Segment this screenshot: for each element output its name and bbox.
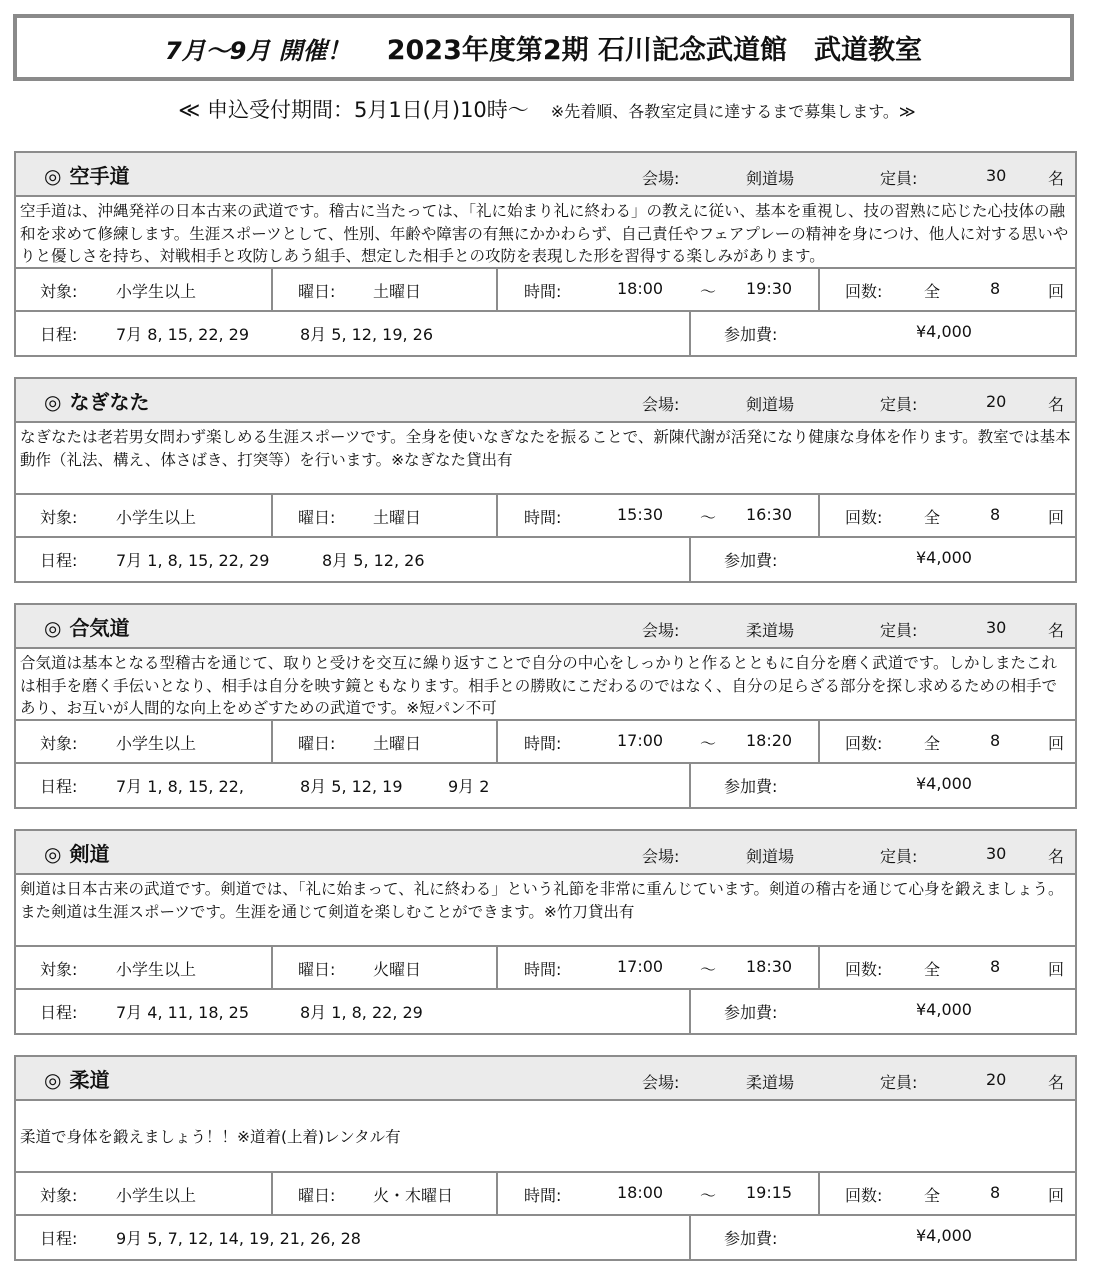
class-description-text: 空手道は、沖縄発祥の日本古来の武道です。稽古に当たっては、「礼に始まり礼に終わる」の教えに従い、基本を重視し、技の習熟に応じた心技体の融和を求めて修練します。生涯スポーツとして、性別、年齢や障害の有無にかかわらず、自己責任やフェアプレーの精神を身につけ、他人に対する思いやりと優しさを持ち、対戦相手と攻防しあう組手、想定した相手との攻防を表現した形を習得する楽しみがあります。: [20, 202, 1069, 265]
class-name: [44, 612, 129, 641]
schedule-value-1: 7月 1, 8, 15, 22,: [116, 777, 244, 796]
class-description-text: 剣道は日本古来の武道です。剣道では、「礼に始まって、礼に終わる」という礼節を非常に重んじています。剣道の稽古を通じて心身を鍛えましょう。また剣道は生涯スポーツです。生涯を通じて剣道を楽しむことができます。※竹刀貸出有: [20, 880, 1064, 921]
time-start: 17:00: [617, 957, 664, 976]
capacity-label: 定員:: [880, 1073, 918, 1092]
weekday-value: 火・木曜日: [373, 1186, 454, 1205]
schedule-value-2: 8月 5, 12, 19, 26: [300, 325, 434, 344]
schedule-value-2: 8月 1, 8, 22, 29: [300, 1003, 423, 1022]
divider: [271, 495, 273, 536]
class-name: [44, 838, 109, 867]
class-section: [14, 603, 1077, 809]
class-name-text: なぎなた: [69, 390, 150, 414]
title-main: 2023年度第2期 石川記念武道館 武道教室: [386, 35, 923, 66]
capacity-value: 30: [986, 166, 1007, 185]
title-period: 7月～9月 開催！: [164, 37, 351, 65]
venue-value: 剣道場: [746, 169, 795, 188]
venue-value: 柔道場: [746, 621, 795, 640]
capacity-value: 20: [986, 392, 1007, 411]
time-separator: ～: [700, 282, 717, 301]
class-info-row: [16, 495, 1075, 538]
time-start: 17:00: [617, 731, 664, 750]
time-end: 18:20: [746, 731, 793, 750]
class-name-text: 空手道: [69, 164, 130, 188]
weekday-label: 曜日:: [298, 508, 336, 527]
class-name: [44, 386, 149, 415]
divider: [689, 312, 691, 355]
time-end: 19:30: [746, 279, 793, 298]
capacity-label: 定員:: [880, 395, 918, 414]
divider: [496, 269, 498, 310]
count-prefix: 全: [924, 734, 941, 753]
schedule-value-2: 8月 5, 12, 26: [322, 551, 425, 570]
count-label: 回数:: [845, 1186, 883, 1205]
time-start: 15:30: [617, 505, 664, 524]
venue-label: 会場:: [642, 621, 680, 640]
venue-value: 剣道場: [746, 395, 795, 414]
time-separator: ～: [700, 508, 717, 527]
count-unit: 回: [1048, 734, 1065, 753]
target-label: 対象:: [40, 1186, 78, 1205]
count-value: 8: [990, 731, 1001, 750]
time-separator: ～: [700, 734, 717, 753]
target-value: 小学生以上: [116, 1186, 197, 1205]
class-name-text: 合気道: [69, 616, 130, 640]
schedule-value-1: 7月 4, 11, 18, 25: [116, 1003, 250, 1022]
schedule-value-1: 9月 5, 7, 12, 14, 19, 21, 26, 28: [116, 1229, 361, 1248]
weekday-label: 曜日:: [298, 282, 336, 301]
class-info-row: [16, 947, 1075, 990]
venue-value: 剣道場: [746, 847, 795, 866]
count-label: 回数:: [845, 508, 883, 527]
venue-label: 会場:: [642, 1073, 680, 1092]
bullet-mark: ◎: [44, 164, 62, 188]
class-schedule-row: [16, 764, 1075, 807]
target-value: 小学生以上: [116, 508, 197, 527]
bullet-mark: ◎: [44, 1068, 62, 1092]
divider: [496, 947, 498, 988]
count-unit: 回: [1048, 960, 1065, 979]
divider: [271, 1173, 273, 1214]
application-note: ※先着順、各教室定員に達するまで募集します。≫: [550, 102, 916, 121]
fee-value: ¥4,000: [916, 1000, 972, 1019]
target-value: 小学生以上: [116, 282, 197, 301]
fee-label: 参加費:: [724, 777, 778, 796]
class-description-text: 合気道は基本となる型稽古を通じて、取りと受けを交互に繰り返すことで自分の中心をしっかりと作るとともに自分を磨く武道です。しかしまたこれは相手を磨く手伝いとなり、相手は自分を映す鏡ともなります。相手との勝敗にこだわるのではなく、自分の足らざる部分を探し求めるための相手であり、お互いが人間的な向上をめざすための武道です。※短パン不可: [20, 654, 1057, 717]
class-description-text: 柔道で身体を鍛えましょう！！※道着(上着)レンタル有: [20, 1128, 401, 1147]
schedule-value-2: 8月 5, 12, 19: [300, 777, 403, 796]
weekday-value: 土曜日: [373, 282, 422, 301]
divider: [689, 1216, 691, 1259]
title-box: [13, 14, 1074, 81]
target-label: 対象:: [40, 282, 78, 301]
fee-label: 参加費:: [724, 551, 778, 570]
capacity-label: 定員:: [880, 621, 918, 640]
time-start: 18:00: [617, 1183, 664, 1202]
time-end: 19:15: [746, 1183, 793, 1202]
class-info-row: [16, 721, 1075, 764]
fee-value: ¥4,000: [916, 1226, 972, 1245]
class-section: [14, 377, 1077, 583]
divider: [818, 269, 820, 310]
capacity-label: 定員:: [880, 847, 918, 866]
venue-label: 会場:: [642, 847, 680, 866]
time-label: 時間:: [524, 508, 562, 527]
count-value: 8: [990, 279, 1001, 298]
venue-label: 会場:: [642, 169, 680, 188]
class-header: [16, 1057, 1075, 1101]
divider: [689, 990, 691, 1033]
divider: [271, 947, 273, 988]
class-header: [16, 153, 1075, 197]
divider: [271, 721, 273, 762]
class-schedule-row: [16, 1216, 1075, 1259]
weekday-label: 曜日:: [298, 1186, 336, 1205]
divider: [496, 1173, 498, 1214]
capacity-value: 30: [986, 618, 1007, 637]
time-label: 時間:: [524, 960, 562, 979]
count-unit: 回: [1048, 508, 1065, 527]
capacity-unit: 名: [1048, 621, 1065, 640]
class-section: [14, 1055, 1077, 1261]
capacity-unit: 名: [1048, 1073, 1065, 1092]
venue-value: 柔道場: [746, 1073, 795, 1092]
weekday-label: 曜日:: [298, 734, 336, 753]
schedule-value-1: 7月 8, 15, 22, 29: [116, 325, 250, 344]
count-label: 回数:: [845, 960, 883, 979]
venue-label: 会場:: [642, 395, 680, 414]
capacity-label: 定員:: [880, 169, 918, 188]
time-separator: ～: [700, 1186, 717, 1205]
capacity-unit: 名: [1048, 169, 1065, 188]
weekday-value: 火曜日: [373, 960, 422, 979]
time-separator: ～: [700, 960, 717, 979]
schedule-label: 日程:: [40, 325, 78, 344]
class-name: [44, 160, 129, 189]
class-name: [44, 1064, 109, 1093]
count-prefix: 全: [924, 1186, 941, 1205]
count-label: 回数:: [845, 282, 883, 301]
divider: [689, 764, 691, 807]
schedule-value-1: 7月 1, 8, 15, 22, 29: [116, 551, 270, 570]
fee-value: ¥4,000: [916, 548, 972, 567]
schedule-label: 日程:: [40, 551, 78, 570]
count-unit: 回: [1048, 282, 1065, 301]
fee-label: 参加費:: [724, 1229, 778, 1248]
class-name-text: 剣道: [69, 842, 110, 866]
divider: [496, 721, 498, 762]
application-period: [0, 94, 1094, 124]
class-description: [16, 197, 1075, 269]
fee-value: ¥4,000: [916, 774, 972, 793]
count-label: 回数:: [845, 734, 883, 753]
divider: [271, 269, 273, 310]
count-value: 8: [990, 1183, 1001, 1202]
count-prefix: 全: [924, 960, 941, 979]
count-prefix: 全: [924, 282, 941, 301]
divider: [689, 538, 691, 581]
class-name-text: 柔道: [69, 1068, 110, 1092]
schedule-label: 日程:: [40, 1003, 78, 1022]
divider: [496, 495, 498, 536]
time-end: 18:30: [746, 957, 793, 976]
class-description-text: なぎなたは老若男女問わず楽しめる生涯スポーツです。全身を使いなぎなたを振ることで、新陳代謝が活発になり健康な身体を作ります。教室では基本動作（礼法、構え、体さばき、打突等）を行います。※なぎなた貸出有: [20, 428, 1071, 469]
count-unit: 回: [1048, 1186, 1065, 1205]
time-label: 時間:: [524, 282, 562, 301]
weekday-value: 土曜日: [373, 734, 422, 753]
weekday-value: 土曜日: [373, 508, 422, 527]
bullet-mark: ◎: [44, 842, 62, 866]
class-info-row: [16, 269, 1075, 312]
time-end: 16:30: [746, 505, 793, 524]
class-description: [16, 1101, 1075, 1173]
capacity-unit: 名: [1048, 395, 1065, 414]
count-value: 8: [990, 505, 1001, 524]
class-section: [14, 151, 1077, 357]
time-label: 時間:: [524, 734, 562, 753]
divider: [818, 495, 820, 536]
fee-value: ¥4,000: [916, 322, 972, 341]
divider: [818, 721, 820, 762]
fee-label: 参加費:: [724, 325, 778, 344]
class-description: [16, 875, 1075, 947]
capacity-value: 30: [986, 844, 1007, 863]
class-description: [16, 649, 1075, 721]
target-value: 小学生以上: [116, 734, 197, 753]
divider: [818, 947, 820, 988]
fee-label: 参加費:: [724, 1003, 778, 1022]
bullet-mark: ◎: [44, 390, 62, 414]
schedule-label: 日程:: [40, 1229, 78, 1248]
class-schedule-row: [16, 990, 1075, 1033]
target-value: 小学生以上: [116, 960, 197, 979]
weekday-label: 曜日:: [298, 960, 336, 979]
capacity-unit: 名: [1048, 847, 1065, 866]
schedule-label: 日程:: [40, 777, 78, 796]
class-description: [16, 423, 1075, 495]
count-prefix: 全: [924, 508, 941, 527]
class-schedule-row: [16, 312, 1075, 355]
divider: [818, 1173, 820, 1214]
class-header: [16, 831, 1075, 875]
target-label: 対象:: [40, 960, 78, 979]
time-label: 時間:: [524, 1186, 562, 1205]
class-info-row: [16, 1173, 1075, 1216]
capacity-value: 20: [986, 1070, 1007, 1089]
schedule-value-3: 9月 2: [448, 777, 490, 796]
class-header: [16, 379, 1075, 423]
bullet-mark: ◎: [44, 616, 62, 640]
count-value: 8: [990, 957, 1001, 976]
target-label: 対象:: [40, 508, 78, 527]
class-section: [14, 829, 1077, 1035]
class-schedule-row: [16, 538, 1075, 581]
time-start: 18:00: [617, 279, 664, 298]
class-header: [16, 605, 1075, 649]
target-label: 対象:: [40, 734, 78, 753]
application-period-text: ≪ 申込受付期間：5月1日(月)10時～: [178, 98, 529, 122]
page-title: [165, 28, 922, 67]
